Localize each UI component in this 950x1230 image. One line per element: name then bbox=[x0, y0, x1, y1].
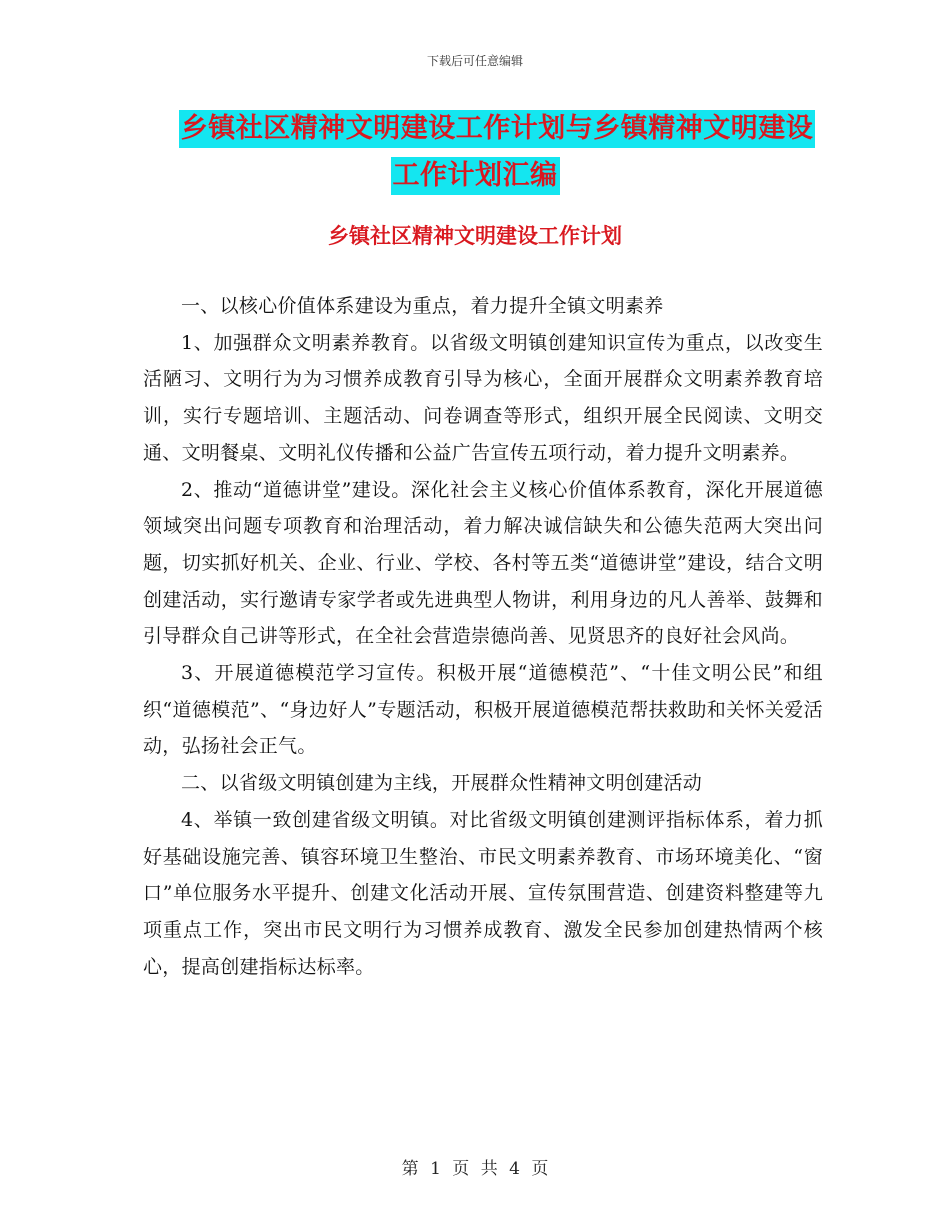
paragraph: 2、推动“道德讲堂”建设。深化社会主义核心价值体系教育，深化开展道德领域突出问题专项教育和治理活动，着力解决诚信缺失和公德失范两大突出问题，切实抓好机关、企业、行业、学校、各村等五类“道德讲堂”建设，结合文明创建活动，实行邀请专家学者或先进典型人物讲，利用身边的凡人善举、鼓舞和引导群众自己讲等形式，在全社会营造崇德尚善、见贤思齐的良好社会风尚。 bbox=[143, 478, 823, 648]
title-line-2: 工作计划汇编 bbox=[391, 157, 560, 195]
paragraph: 3、开展道德模范学习宣传。积极开展“道德模范”、“十佳文明公民”和组织“道德模范”、“身边好人”专题活动，积极开展道德模范帮扶救助和关怀关爱活动，弘扬社会正气。 bbox=[143, 662, 823, 758]
paragraph: 1、加强群众文明素养教育。以省级文明镇创建知识宣传为重点，以改变生活陋习、文明行为为习惯养成教育引导为核心，全面开展群众文明素养教育培训，实行专题培训、主题活动、问卷调查等形式，组织开展全民阅读、文明交通、文明餐桌、文明礼仪传播和公益广告宣传五项行动，着力提升文明素养。 bbox=[143, 331, 823, 464]
document-title bbox=[0, 110, 950, 195]
document-body bbox=[143, 288, 823, 985]
section-heading: 乡镇社区精神文明建设工作计划 bbox=[328, 224, 622, 248]
paragraph: 二、以省级文明镇创建为主线，开展群众性精神文明创建活动 bbox=[181, 772, 703, 795]
paragraph: 4、举镇一致创建省级文明镇。对比省级文明镇创建测评指标体系，着力抓好基础设施完善、镇容环境卫生整治、市民文明素养教育、市场环境美化、“窗口”单位服务水平提升、创建文化活动开展、宣传氛围营造、创建资料整建等九项重点工作，突出市民文明行为习惯养成教育、激发全民参加创建热情两个核心，提高创建指标达标率。 bbox=[143, 808, 823, 978]
page-number-footer: 第 1 页 共 4 页 bbox=[401, 1159, 549, 1179]
title-line-1: 乡镇社区精神文明建设工作计划与乡镇精神文明建设 bbox=[179, 110, 816, 148]
paragraph: 一、以核心价值体系建设为重点，着力提升全镇文明素养 bbox=[181, 295, 664, 317]
header-note: 下载后可任意编辑 bbox=[426, 54, 523, 68]
